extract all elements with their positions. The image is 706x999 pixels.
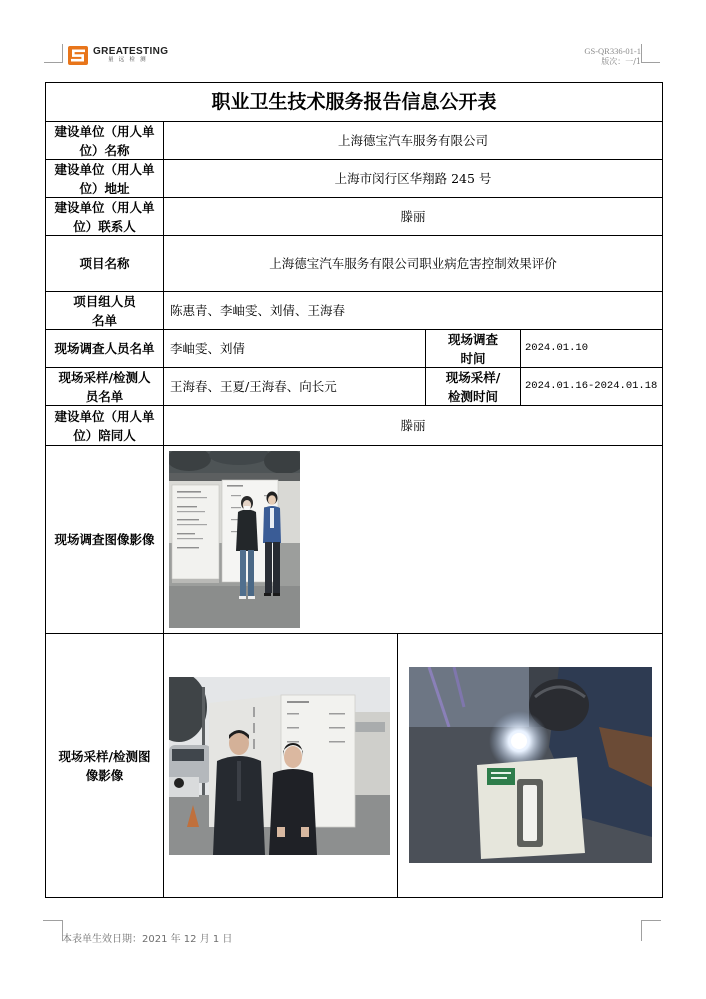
label-line: 现场调查人员名单	[54, 341, 155, 356]
label-line: 建设单位（用人单	[54, 199, 155, 215]
survey-staff-label	[46, 330, 164, 367]
company-logo-icon	[68, 46, 88, 65]
title-row	[46, 83, 662, 122]
project-team-label	[46, 292, 164, 329]
label-line: 位）陪同人	[73, 427, 136, 443]
unit-escort-label	[46, 406, 164, 445]
label-line: 现场采样/检测人	[58, 369, 151, 385]
welding-sampling-photo	[409, 667, 652, 863]
unit-address-row	[46, 160, 662, 198]
sampling-staff-row	[46, 368, 662, 406]
label-line: 现场调查	[447, 331, 498, 347]
site-survey-photo	[169, 451, 300, 628]
info-disclosure-table	[45, 82, 663, 898]
company-logo-name: GREATESTING	[93, 46, 169, 57]
project-name-label	[46, 236, 164, 291]
label-line: 时间	[460, 350, 486, 366]
sampling-staff-label	[46, 368, 164, 405]
crop-mark-bottom-left	[43, 920, 63, 941]
survey-time-value: 2024.01.10	[525, 342, 589, 354]
survey-images-label	[46, 446, 164, 633]
project-name-value: 上海德宝汽车服务有限公司职业病危害控制效果评价	[269, 256, 557, 271]
document-code: GS-QR336-01-1	[584, 46, 641, 56]
signboard-left	[172, 485, 219, 583]
sampling-images-row	[46, 634, 662, 897]
label-line: 现场采样/	[445, 369, 501, 385]
label-line: 建设单位（用人单	[54, 123, 155, 139]
unit-address-label	[46, 160, 164, 197]
document-edition: 版次：一/1	[601, 57, 641, 66]
form-effective-date: 本表单生效日期：2021 年 12 月 1 日	[62, 934, 233, 945]
survey-images-cell	[164, 446, 662, 633]
trees	[169, 451, 300, 475]
label-line: 位）地址	[79, 180, 130, 196]
survey-images-row	[46, 446, 662, 634]
label-line: 位）联系人	[73, 218, 136, 234]
project-team-value: 陈惠青、李岫雯、刘倩、王海春	[170, 303, 346, 318]
label-line: 项目名称	[79, 256, 130, 271]
project-name-row	[46, 236, 662, 292]
label-line: 名单	[91, 312, 117, 328]
label-line: 建设单位（用人单	[54, 161, 155, 177]
label-line: 现场调查图像影像	[54, 532, 155, 547]
unit-escort-value: 滕丽	[400, 418, 426, 433]
label-line: 项目组人员	[73, 293, 136, 309]
survey-staff-value: 李岫雯、刘倩	[164, 330, 426, 367]
sampling-staff-value: 王海春、王夏/王海春、向长元	[164, 368, 426, 405]
unit-name-value: 上海德宝汽车服务有限公司	[337, 133, 488, 148]
sampling-time-value: 2024.01.16-2024.01.18	[525, 380, 658, 392]
crop-mark-top-left	[44, 44, 63, 63]
unit-contact-value: 滕丽	[400, 209, 426, 224]
unit-escort-row	[46, 406, 662, 446]
sampling-images-label	[46, 634, 164, 897]
sampling-device	[477, 757, 585, 859]
unit-contact-label	[46, 198, 164, 235]
sampling-group-photo	[169, 677, 390, 855]
survey-staff-row	[46, 330, 662, 368]
project-team-row	[46, 292, 662, 330]
unit-contact-row	[46, 198, 662, 236]
form-title: 职业卫生技术服务报告信息公开表	[211, 90, 497, 113]
crop-mark-top-right	[641, 44, 660, 63]
label-line: 检测时间	[447, 388, 498, 404]
sampling-photo-cell-2	[398, 634, 662, 897]
company-logo-subtitle: 量远检测	[108, 57, 151, 63]
unit-name-row	[46, 122, 662, 160]
label-line: 位）名称	[79, 142, 130, 158]
unit-address-value: 上海市闵行区华翔路 245 号	[334, 171, 492, 186]
crop-mark-bottom-right	[641, 920, 661, 941]
label-line: 现场采样/检测图	[58, 748, 151, 764]
sampling-time-label	[426, 368, 521, 405]
label-line: 像影像	[85, 767, 124, 783]
survey-time-label	[426, 330, 521, 367]
label-line: 员名单	[85, 388, 124, 404]
sampling-photo-cell-1	[164, 634, 398, 897]
unit-name-label	[46, 122, 164, 159]
label-line: 建设单位（用人单	[54, 408, 155, 424]
